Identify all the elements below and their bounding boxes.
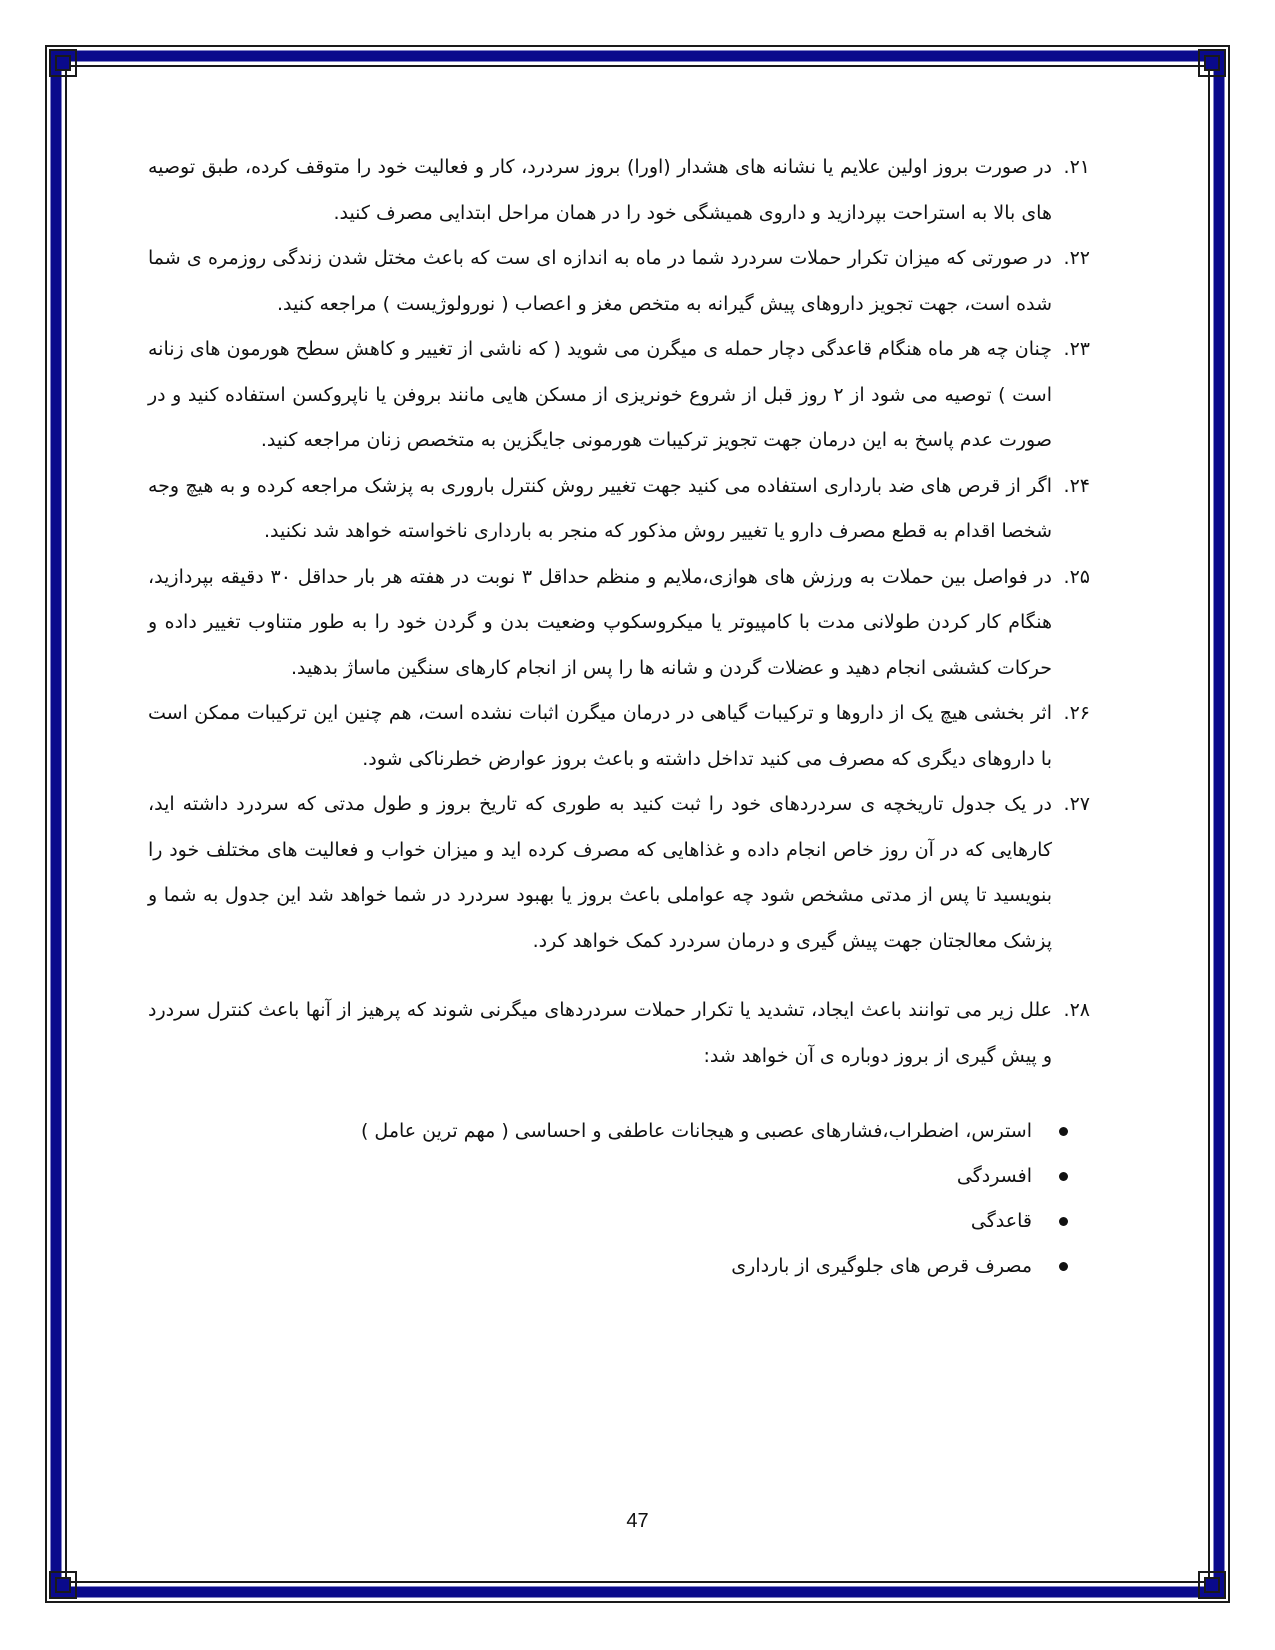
item-text: در صورتی که میزان تکرار حملات سردرد شما در ماه به اندازه ای ست که باعث مختل شدن زندگی روزمره ی شما شده است، جهت تجویز داروهای پیش گیرانه به متخص مغز و اعصاب ( نورولوژیست ) مراجعه کنید. bbox=[148, 247, 1052, 315]
bullet-item: قاعدگی bbox=[148, 1199, 1032, 1244]
corner-ornament-top-right bbox=[1199, 50, 1225, 76]
bullet-item: افسردگی bbox=[148, 1154, 1032, 1199]
list-item-28 bbox=[148, 988, 1090, 1079]
spacer bbox=[148, 1079, 1090, 1109]
item-text: در فواصل بین حملات به ورزش های هوازی،ملایم و منظم حداقل ۳ نوبت در هفته هر بار حداقل ۳۰ دقیقه بپردازید، هنگام کار کردن طولانی مدت با کامپیوتر یا میکروسکوپ وضعیت بدن و گردن خود را به طور متناوب تغییر داده و حرکات کششی انجام دهید و عضلات گردن و شانه ها را پس از انجام کارهای سنگین ماساژ بدهید. bbox=[148, 565, 1053, 679]
item-number: ۲۲. bbox=[1063, 247, 1090, 269]
item-number: ۲۱. bbox=[1063, 156, 1090, 178]
item-number: ۲۸. bbox=[1063, 999, 1090, 1021]
item-text: در یک جدول تاریخچه ی سردردهای خود را ثبت کنید به طوری که تاریخ بروز و طول مدتی که سردرد داشته اید، کارهایی که در آن روز خاص انجام داده و غذاهایی که مصرف کرده اید و میزان خواب و فعالیت های مختلف خود را بنویسید تا پس از مدتی مشخص شود چه عواملی باعث بروز یا بهبود سردرد در شما خواهد شد این جدول به شما و پزشک معالجتان جهت پیش گیری و درمان سردرد کمک خواهد کرد. bbox=[148, 793, 1052, 952]
list-item-21 bbox=[148, 145, 1090, 236]
list-item-22 bbox=[148, 236, 1090, 327]
item-number: ۲۷. bbox=[1063, 793, 1090, 815]
bullet-icon bbox=[1059, 1127, 1068, 1136]
item-text: در صورت بروز اولین علایم یا نشانه های هشدار (اورا) بروز سردرد، کار و فعالیت خود را متوقف کرده، طبق توصیه های بالا به استراحت بپردازید و داروی همیشگی خود را در همان مراحل ابتدایی مصرف کنید. bbox=[148, 156, 1052, 224]
corner-ornament-bottom-right bbox=[1199, 1572, 1225, 1598]
page-number: 47 bbox=[626, 1510, 649, 1532]
bullet-item: مصرف قرص های جلوگیری از بارداری bbox=[148, 1244, 1032, 1289]
item-text: اثر بخشی هیچ یک از داروها و ترکیبات گیاهی در درمان میگرن اثبات نشده است، هم چنین این ترکیبات ممکن است با داروهای دیگری که مصرف می کنید تداخل داشته و باعث بروز عوارض خطرناکی شود. bbox=[148, 702, 1052, 770]
list-item-24 bbox=[148, 464, 1090, 555]
list-item-23 bbox=[148, 327, 1090, 464]
bullet-icon bbox=[1059, 1217, 1068, 1226]
bullet-icon bbox=[1059, 1262, 1068, 1271]
bullet-list bbox=[148, 1109, 1090, 1289]
item-number: ۲۶. bbox=[1063, 702, 1090, 724]
item-text: اگر از قرص های ضد بارداری استفاده می کنید جهت تغییر روش کنترل باروری به پزشک مراجعه کرده و به هیچ وجه شخصا اقدام به قطع مصرف دارو یا تغییر روش مذکور که منجر به بارداری ناخواسته خواهد شد نکنید. bbox=[148, 474, 1052, 542]
list-item-25 bbox=[148, 555, 1090, 692]
item-number: ۲۴. bbox=[1063, 474, 1090, 497]
item-number: ۲۳. bbox=[1063, 338, 1090, 360]
numbered-list bbox=[148, 145, 1090, 1079]
corner-ornament-bottom-left bbox=[50, 1572, 76, 1598]
bullet-icon bbox=[1059, 1172, 1068, 1181]
list-item-26 bbox=[148, 691, 1090, 782]
bullet-item: استرس، اضطراب،فشارهای عصبی و هیجانات عاطفی و احساسی ( مهم ترین عامل ) bbox=[148, 1109, 1032, 1154]
item-number: ۲۵. bbox=[1063, 565, 1090, 588]
spacer bbox=[148, 964, 1090, 988]
page-content bbox=[148, 145, 1090, 1289]
corner-ornament-top-left bbox=[50, 50, 76, 76]
item-text: علل زیر می توانند باعث ایجاد، تشدید یا تکرار حملات سردردهای میگرنی شوند که پرهیز از آنها باعث کنترل سردرد و پیش گیری از بروز دوباره ی آن خواهد شد: bbox=[148, 999, 1052, 1067]
list-item-27 bbox=[148, 782, 1090, 964]
item-text: چنان چه هر ماه هنگام قاعدگی دچار حمله ی میگرن می شوید ( که ناشی از تغییر و کاهش سطح هورمون های زنانه است ) توصیه می شود از ۲ روز قبل از شروع خونریزی از مسکن هایی مانند بروفن یا ناپروکسن استفاده کنید و در صورت عدم پاسخ به این درمان جهت تجویز ترکیبات هورمونی جایگزین به متخصص زنان مراجعه کنید. bbox=[148, 338, 1052, 451]
